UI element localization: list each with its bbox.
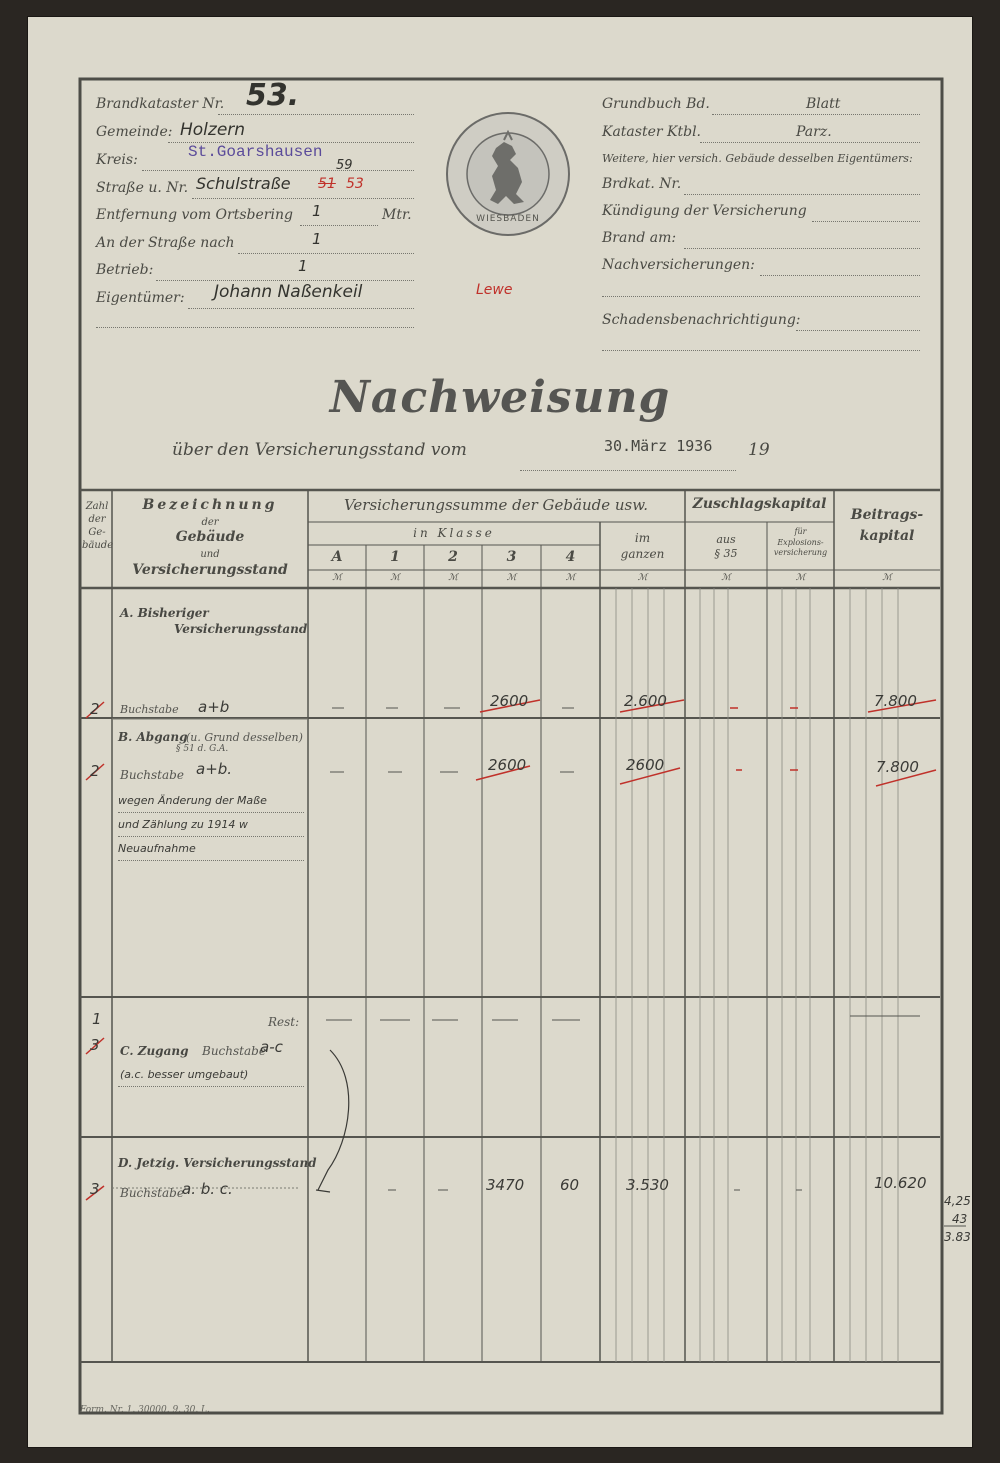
date-stamp: 30.März 1936 xyxy=(604,437,713,455)
section-a-buchstabe-label: Buchstabe xyxy=(120,703,179,716)
gemeinde-label: Gemeinde: xyxy=(96,124,173,140)
betrieb-value: 1 xyxy=(298,257,308,275)
col-zahl-header: Zahl der Ge- bäude xyxy=(82,501,114,551)
section-c-buchstabe-value: a-c xyxy=(260,1038,283,1056)
unit-mark: ℳ xyxy=(721,573,731,583)
col-versicherungssumme: Versicherungssumme der Gebäude usw. xyxy=(343,496,649,514)
margin-calc-2: 43 xyxy=(952,1212,968,1226)
eigentuemer-label: Eigentümer: xyxy=(96,290,185,306)
section-a-klasse3: 2600 xyxy=(490,692,529,710)
section-d-buchstabe-label: Buchstabe xyxy=(120,1186,184,1200)
col-versicherung: versicherung xyxy=(773,548,828,557)
section-c-note: (a.c. besser umgebaut) xyxy=(120,1068,249,1081)
document-title: Nachweisung xyxy=(329,372,671,423)
eigentuemer-value: Johann Naßenkeil xyxy=(214,282,363,302)
margin-calc-3: 3.83 xyxy=(944,1230,971,1244)
section-b-note-2: und Zählung zu 1914 w xyxy=(118,818,248,831)
eigentuemer-red-note: Lewe xyxy=(476,282,513,298)
section-d-buchstabe-value: a. b. c. xyxy=(182,1180,233,1198)
col-bez-gebaeude: Gebäude xyxy=(175,529,245,545)
unit-mark: ℳ xyxy=(565,573,576,583)
parz-label: Parz. xyxy=(796,124,832,140)
col-bez-versicherungsstand: Versicherungsstand xyxy=(132,562,288,578)
col-ganzen: ganzen xyxy=(620,547,665,561)
seal-city: WIESBADEN xyxy=(476,214,540,224)
blatt-label: Blatt xyxy=(806,96,841,112)
section-b-title: B. Abgang xyxy=(118,730,188,744)
col-paragraph: § 35 xyxy=(714,547,738,560)
section-b-zahl: 2 xyxy=(90,762,100,780)
unit-mark: ℳ xyxy=(448,573,458,583)
unit-mark: ℳ xyxy=(506,573,517,583)
col-zuschlagskapital: Zuschlagskapital xyxy=(692,496,827,512)
section-a-subtitle: Versicherungsstand xyxy=(174,622,308,636)
schaden-label: Schadensbenachrichtigung: xyxy=(602,312,801,328)
section-a-title: A. Bisheriger xyxy=(120,606,209,620)
section-b-klasse3: 2600 xyxy=(488,756,527,774)
section-d-klasse3: 3470 xyxy=(486,1176,525,1194)
unit-mark: ℳ xyxy=(637,573,648,583)
brdkat-label: Brdkat. Nr. xyxy=(602,176,682,192)
section-d-zahl: 3 xyxy=(90,1180,100,1198)
section-c-title: C. Zugang xyxy=(120,1044,189,1058)
kataster-label: Kataster Ktbl. xyxy=(602,124,701,140)
col-bez-der: der xyxy=(201,517,219,528)
klasse-4: 4 xyxy=(565,549,576,565)
section-a-buchstabe-value: a+b xyxy=(198,698,230,716)
date-suffix: 19 xyxy=(748,440,770,460)
section-d-ganzen: 3.530 xyxy=(626,1176,669,1194)
entfernung-unit: Mtr. xyxy=(382,207,412,223)
section-b-buchstabe-label: Buchstabe xyxy=(120,768,184,782)
col-im: im xyxy=(634,531,651,545)
kreis-label: Kreis: xyxy=(96,152,138,168)
unit-mark: ℳ xyxy=(332,573,342,583)
section-b-grund: (u. Grund desselben) xyxy=(186,731,303,744)
entfernung-label: Entfernung vom Ortsbering xyxy=(96,207,293,223)
entfernung-value: 1 xyxy=(312,202,322,220)
strasse-number-new: 53 xyxy=(346,176,364,192)
strasse-value: Schulstraße xyxy=(196,174,291,193)
section-b-paragraph: § 51 d. G.A. xyxy=(176,744,229,754)
section-b-note-3: Neuaufnahme xyxy=(118,842,196,855)
section-b-buchstabe-value: a+b. xyxy=(196,760,233,778)
col-aus: aus xyxy=(716,533,736,546)
strasse-above-number: 59 xyxy=(336,158,353,173)
anderstrasse-label: An der Straße nach xyxy=(96,235,235,251)
col-bez-und: und xyxy=(200,549,220,560)
unit-mark: ℳ xyxy=(795,573,806,583)
brandkataster-label: Brandkataster Nr. xyxy=(96,96,225,112)
strasse-label: Straße u. Nr. xyxy=(96,180,189,196)
unit-mark: ℳ xyxy=(390,573,400,583)
unit-mark: ℳ xyxy=(882,573,892,583)
col-beitrags: Beitrags- xyxy=(850,507,924,523)
col-fuer: für xyxy=(794,527,807,536)
section-c-zahl-2: 3 xyxy=(90,1036,100,1054)
kuendigung-label: Kündigung der Versicherung xyxy=(602,203,807,219)
klasse-3: 3 xyxy=(506,549,517,565)
section-b-note-1: wegen Änderung der Maße xyxy=(118,794,267,807)
klasse-a: A xyxy=(331,549,343,565)
section-b-beitrag: 7.800 xyxy=(876,758,919,776)
klasse-2: 2 xyxy=(448,549,458,565)
section-c-buchstabe-label: Buchstabe xyxy=(202,1044,266,1058)
betrieb-label: Betrieb: xyxy=(96,262,154,278)
col-bezeichnung-title: Bezeichnung xyxy=(142,497,278,513)
margin-calc-1: 4,25 xyxy=(944,1194,971,1208)
section-a-zahl: 2 xyxy=(90,700,100,718)
col-kapital: kapital xyxy=(859,528,915,544)
section-a-ganzen: 2.600 xyxy=(624,692,667,710)
section-a-beitrag: 7.800 xyxy=(874,692,917,710)
nachvers-label: Nachversicherungen: xyxy=(602,257,755,273)
section-c-zahl-1: 1 xyxy=(92,1010,102,1028)
anderstrasse-value: 1 xyxy=(312,230,322,248)
klasse-1: 1 xyxy=(390,549,400,565)
section-d-title: D. Jetzig. Versicherungsstand xyxy=(118,1156,317,1170)
brand-label: Brand am: xyxy=(602,230,677,246)
weitere-label: Weitere, hier versich. Gebäude desselben Eigentümers: xyxy=(602,152,913,165)
rest-label: Rest: xyxy=(268,1015,300,1029)
section-d-beitrag: 10.620 xyxy=(874,1174,927,1192)
document-subtitle: über den Versicherungsstand vom xyxy=(172,440,467,460)
gemeinde-value: Holzern xyxy=(180,120,246,140)
col-in-klasse: in Klasse xyxy=(413,526,495,540)
section-b-ganzen: 2600 xyxy=(626,756,665,774)
kreis-stamp: St.Goarshausen xyxy=(188,143,323,161)
col-explosions: Explosions- xyxy=(777,538,824,547)
strasse-number-old: 51 xyxy=(318,176,336,192)
brandkataster-value: 53. xyxy=(246,78,300,113)
grundbuch-label: Grundbuch Bd. xyxy=(602,96,710,112)
section-d-klasse4: 60 xyxy=(560,1176,580,1194)
form-number-footer: Form. Nr. 1. 30000. 9. 30. L. xyxy=(80,1405,210,1415)
